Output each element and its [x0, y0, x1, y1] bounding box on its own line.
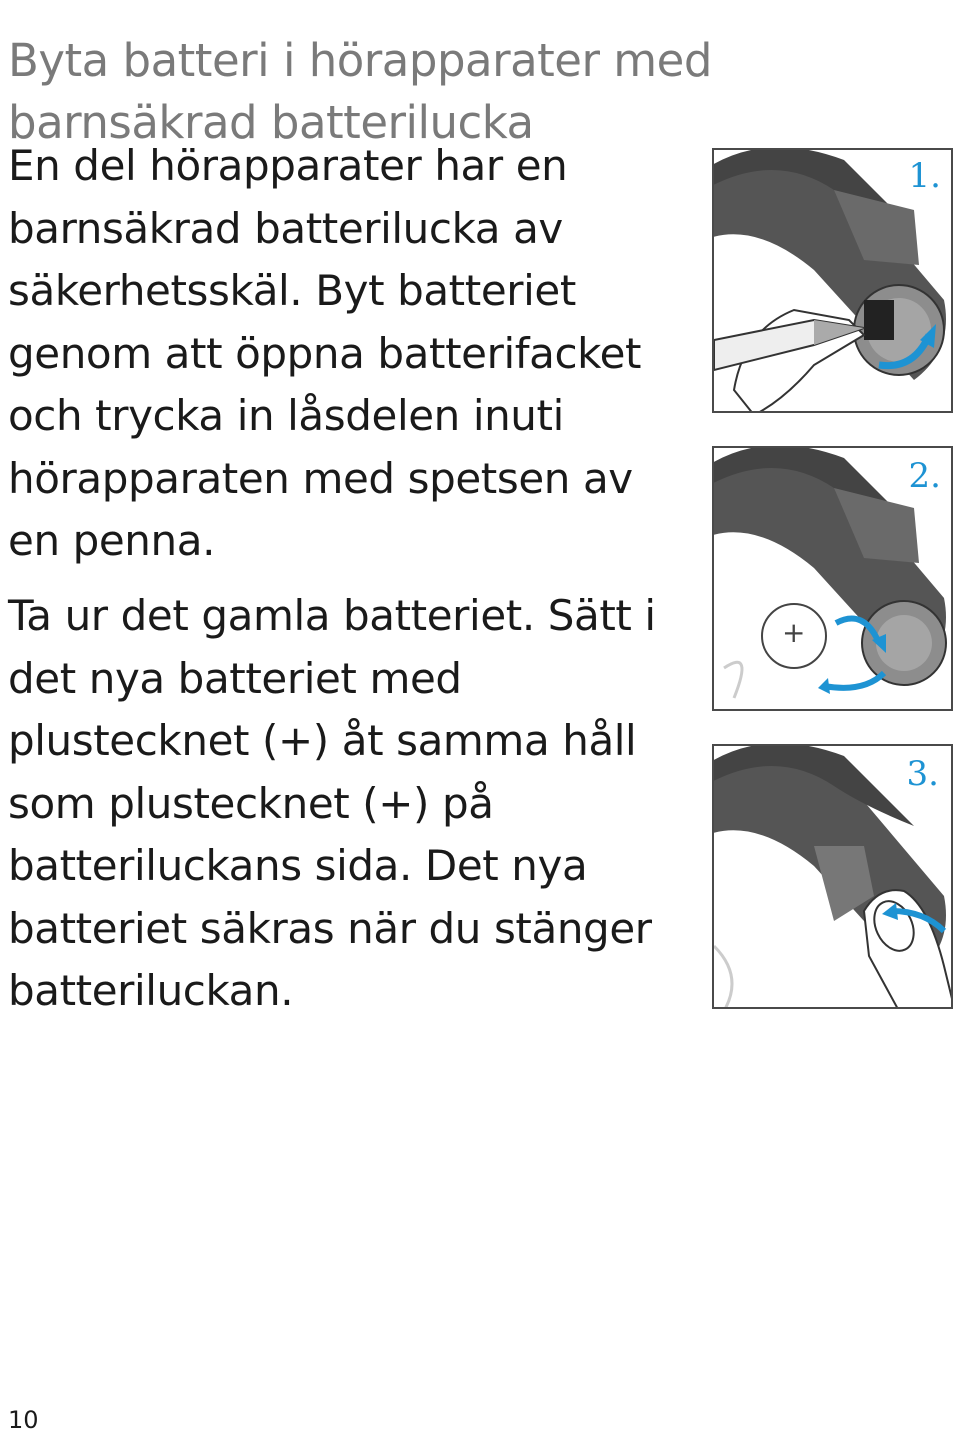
- page-title: Byta batteri i hörapparater med barnsäkrad batterilucka: [8, 34, 712, 150]
- page-number: 10: [8, 1406, 39, 1434]
- battery-plus-mark: +: [782, 616, 806, 649]
- step-2-number: 2.: [908, 456, 941, 496]
- paragraph-intro: En del hörapparater har en barnsäkrad batterilucka av säkerhetsskäl. Byt batteriet genom att öppna batterifacket och trycka in låsdelen inuti hörapparaten med spetsen av en penna.: [8, 141, 642, 565]
- step-1-panel: [712, 148, 953, 413]
- paragraph-instructions: Ta ur det gamla batteriet. Sätt i det nya batteriet med plustecknet (+) åt samma håll som plustecknet (+) på batteriluckans sida. Det nya batteriet säkras när du stänger batteriluckan.: [8, 591, 656, 1015]
- step-3-panel: [712, 744, 953, 1009]
- step-1-number: 1.: [908, 156, 941, 196]
- step-3-number: 3.: [906, 754, 939, 794]
- step-2-panel: [712, 446, 953, 711]
